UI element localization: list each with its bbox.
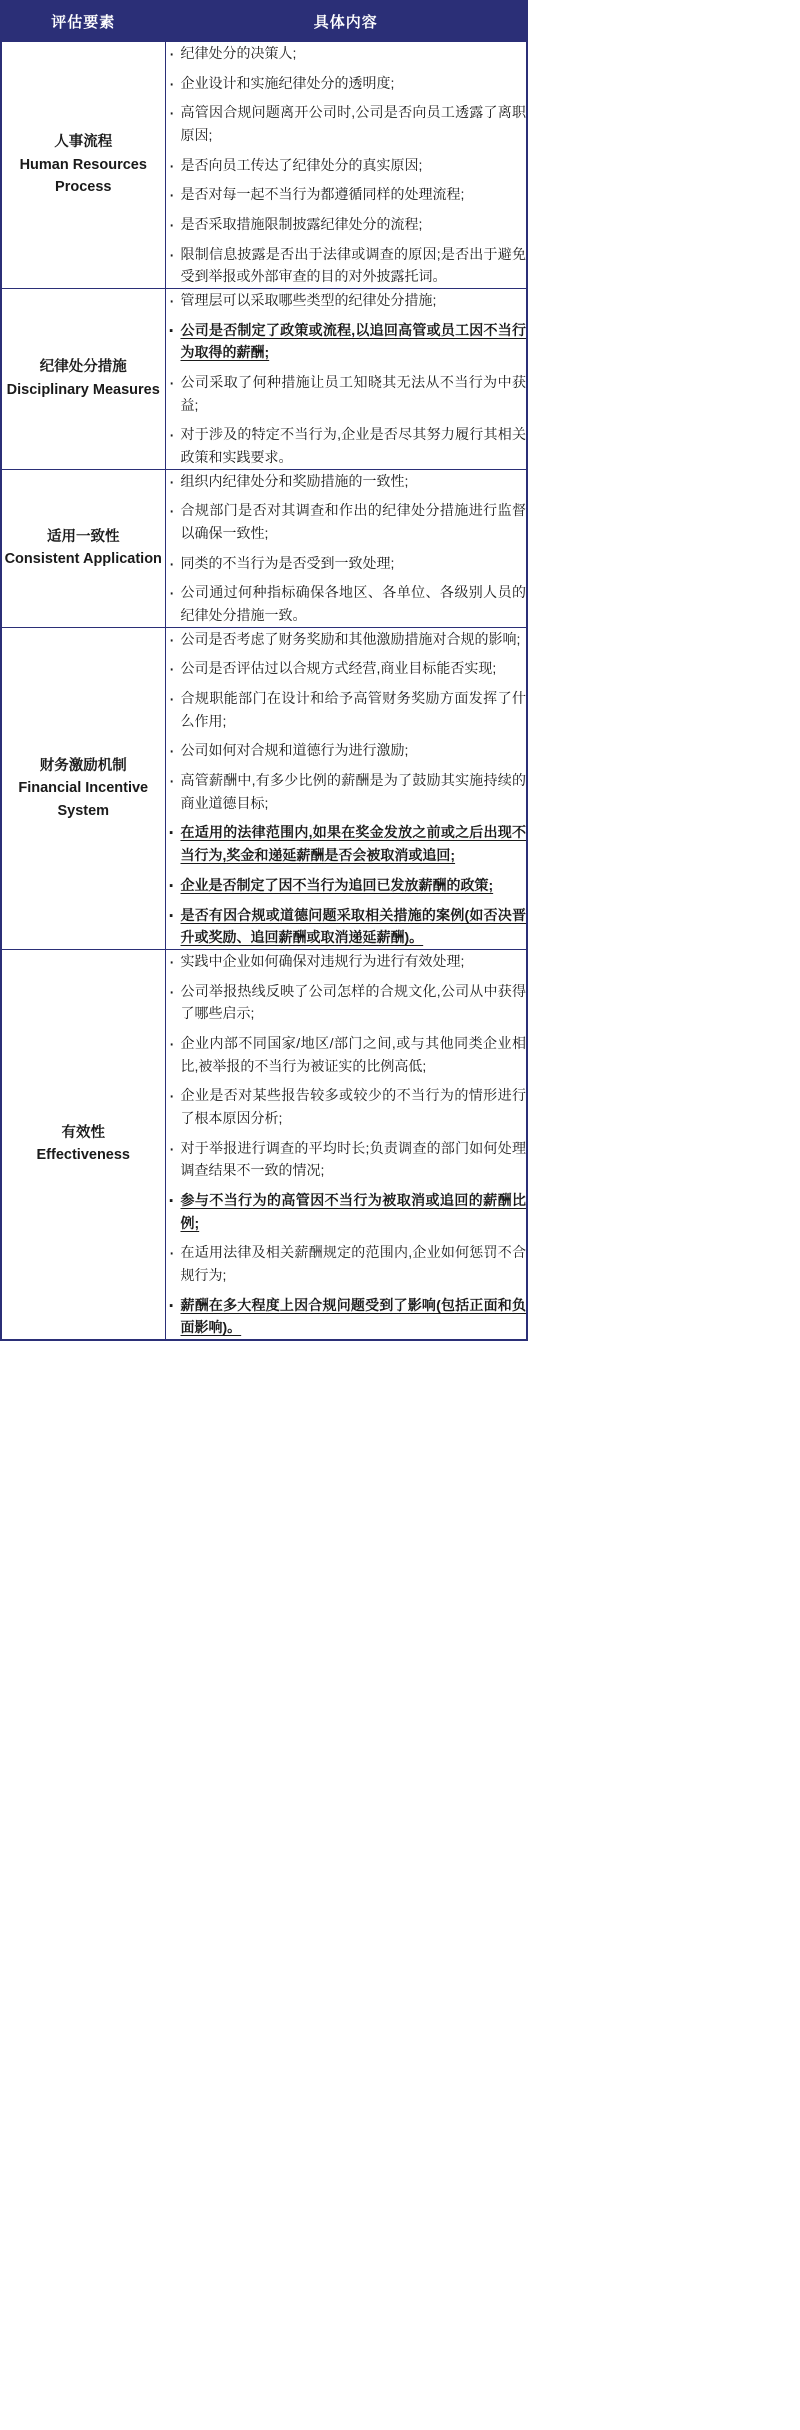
factor-label-en: Consistent Application <box>4 551 162 568</box>
factor-cell <box>1 469 165 627</box>
list-item: · 对于涉及的特定不当行为,企业是否尽其努力履行其相关政策和实践要求。 <box>166 423 527 468</box>
list-item: · 管理层可以采取哪些类型的纪律处分措施; <box>166 289 527 312</box>
table-head <box>1 1 527 42</box>
list-item: · 在适用的法律范围内,如果在奖金发放之前或之后出现不当行为,奖金和递延薪酬是否会被取消或追回; <box>166 821 527 866</box>
factor-cell <box>1 289 165 470</box>
table-row <box>1 949 527 1340</box>
table-row <box>1 289 527 470</box>
list-item: · 参与不当行为的高管因不当行为被取消或追回的薪酬比例; <box>166 1189 527 1234</box>
factor-cell <box>1 42 165 289</box>
list-item: · 对于举报进行调查的平均时长;负责调查的部门如何处理调查结果不一致的情况; <box>166 1137 527 1182</box>
list-item: · 公司是否考虑了财务奖励和其他激励措施对合规的影响; <box>166 628 527 651</box>
list-item: · 公司是否评估过以合规方式经营,商业目标能否实现; <box>166 657 527 680</box>
list-item: · 公司是否制定了政策或流程,以追回高管或员工因不当行为取得的薪酬; <box>166 319 527 364</box>
item-list <box>166 950 527 1339</box>
list-item: · 公司通过何种指标确保各地区、各单位、各级别人员的纪律处分措施一致。 <box>166 581 527 626</box>
factor-label-cn: 财务激励机制 <box>39 757 127 774</box>
list-item: · 企业是否制定了因不当行为追回已发放薪酬的政策; <box>166 874 527 897</box>
list-item: · 纪律处分的决策人; <box>166 42 527 65</box>
table-row <box>1 627 527 949</box>
table-row <box>1 42 527 289</box>
factor-label-cn: 纪律处分措施 <box>39 359 127 376</box>
list-item: · 薪酬在多大程度上因合规问题受到了影响(包括正面和负面影响)。 <box>166 1294 527 1339</box>
table-row <box>1 469 527 627</box>
factor-label-en: Effectiveness <box>36 1147 130 1164</box>
content-cell <box>165 949 527 1340</box>
factor-cell <box>1 627 165 949</box>
table-body <box>1 42 527 1340</box>
table-header-row <box>1 1 527 42</box>
list-item: · 组织内纪律处分和奖励措施的一致性; <box>166 470 527 493</box>
item-list <box>166 289 527 469</box>
list-item: · 是否有因合规或道德问题采取相关措施的案例(如否决晋升或奖励、追回薪酬或取消递延薪酬)。 <box>166 904 527 949</box>
list-item: · 公司采取了何种措施让员工知晓其无法从不当行为中获益; <box>166 371 527 416</box>
column-header-factor: 评估要素 <box>1 1 165 42</box>
list-item: · 公司如何对合规和道德行为进行激励; <box>166 739 527 762</box>
item-list <box>166 628 527 949</box>
list-item: · 同类的不当行为是否受到一致处理; <box>166 552 527 575</box>
column-header-content: 具体内容 <box>165 1 527 42</box>
list-item: · 合规部门是否对其调查和作出的纪律处分措施进行监督以确保一致性; <box>166 499 527 544</box>
factor-label-en: Human Resources Process <box>19 156 147 196</box>
content-cell <box>165 627 527 949</box>
factor-label-cn: 人事流程 <box>54 134 113 151</box>
factor-label-cn: 有效性 <box>61 1124 105 1141</box>
list-item: · 高管薪酬中,有多少比例的薪酬是为了鼓励其实施持续的商业道德目标; <box>166 769 527 814</box>
factor-label-cn: 适用一致性 <box>47 528 120 545</box>
content-cell <box>165 289 527 470</box>
content-cell <box>165 469 527 627</box>
list-item: · 限制信息披露是否出于法律或调查的原因;是否出于避免受到举报或外部审查的目的对外披露托词。 <box>166 243 527 288</box>
list-item: · 合规职能部门在设计和给予高管财务奖励方面发挥了什么作用; <box>166 687 527 732</box>
factor-label-en: Financial Incentive System <box>18 780 149 819</box>
list-item: · 是否向员工传达了纪律处分的真实原因; <box>166 154 527 177</box>
list-item: · 公司举报热线反映了公司怎样的合规文化,公司从中获得了哪些启示; <box>166 980 527 1025</box>
list-item: · 在适用法律及相关薪酬规定的范围内,企业如何惩罚不合规行为; <box>166 1241 527 1286</box>
list-item: · 是否采取措施限制披露纪律处分的流程; <box>166 213 527 236</box>
list-item: · 企业内部不同国家/地区/部门之间,或与其他同类企业相比,被举报的不当行为被证实的比例高低; <box>166 1032 527 1077</box>
list-item: · 实践中企业如何确保对违规行为进行有效处理; <box>166 950 527 973</box>
content-cell <box>165 42 527 289</box>
item-list <box>166 470 527 627</box>
list-item: · 是否对每一起不当行为都遵循同样的处理流程; <box>166 183 527 206</box>
list-item: · 高管因合规问题离开公司时,公司是否向员工透露了离职原因; <box>166 101 527 146</box>
factor-label-en: Disciplinary Measures <box>6 381 160 398</box>
list-item: · 企业设计和实施纪律处分的透明度; <box>166 72 527 95</box>
list-item: · 企业是否对某些报告较多或较少的不当行为的情形进行了根本原因分析; <box>166 1084 527 1129</box>
item-list <box>166 42 527 288</box>
evaluation-table <box>0 0 528 1341</box>
factor-cell <box>1 949 165 1340</box>
